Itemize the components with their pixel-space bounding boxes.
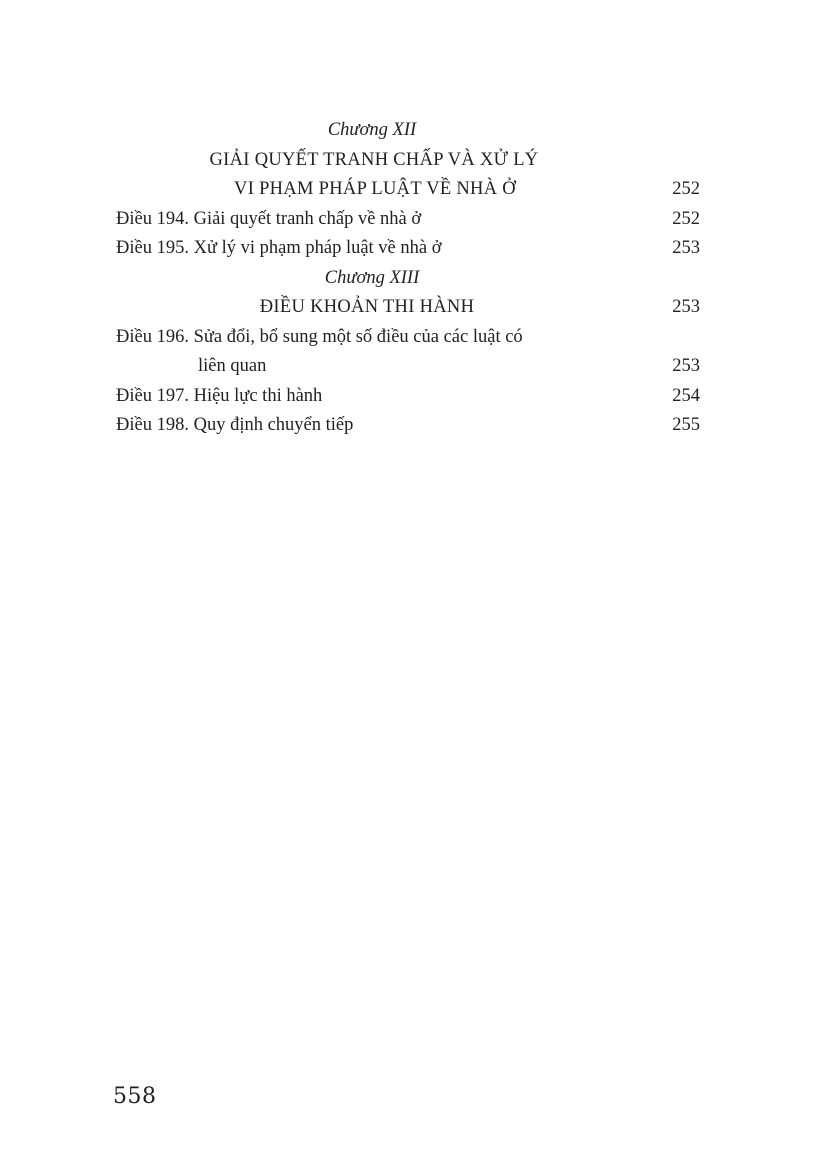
chapter-12-title-row-1 (116, 146, 700, 176)
article-196-title: Điều 196. Sửa đổi, bổ sung một số điều của các luật có (116, 326, 523, 347)
chapter-12-title-line-1: GIẢI QUYẾT TRANH CHẤP VÀ XỬ LÝ (209, 149, 539, 170)
table-of-contents (116, 116, 700, 441)
article-198-title: Điều 198. Quy định chuyển tiếp (116, 415, 354, 435)
chapter-12-label-row (116, 116, 700, 146)
page-folio-number: 558 (113, 1084, 157, 1109)
toc-entry-article-198 (116, 411, 700, 441)
chapter-12-page-number: 252 (672, 179, 700, 199)
chapter-13-title-row (116, 293, 700, 323)
toc-entry-article-194 (116, 205, 700, 235)
toc-entry-article-196-continuation (116, 352, 700, 382)
chapter-12-title-row-2 (116, 175, 700, 205)
toc-entry-article-195 (116, 234, 700, 264)
chapter-13-title: ĐIỀU KHOẢN THI HÀNH (259, 297, 475, 317)
article-196-title-continuation: liên quan (198, 356, 267, 376)
article-196-page-number: 253 (672, 356, 700, 376)
article-195-page-number: 253 (672, 238, 700, 258)
toc-entry-article-196 (116, 323, 700, 353)
article-198-page-number: 255 (672, 415, 700, 435)
article-194-title: Điều 194. Giải quyết tranh chấp về nhà ở (116, 208, 422, 229)
article-197-title: Điều 197. Hiệu lực thi hành (116, 385, 323, 406)
chapter-12-title-line-2: VI PHẠM PHÁP LUẬT VỀ NHÀ Ở (234, 179, 516, 199)
toc-entry-article-197 (116, 382, 700, 412)
chapter-13-label-row (116, 264, 700, 294)
article-194-page-number: 252 (672, 208, 700, 229)
chapter-13-page-number: 253 (672, 297, 700, 317)
article-197-page-number: 254 (672, 385, 700, 406)
chapter-12-label: Chương XII (327, 120, 417, 140)
article-195-title: Điều 195. Xử lý vi phạm pháp luật về nhà ở (116, 238, 442, 258)
chapter-13-label: Chương XIII (324, 267, 420, 288)
